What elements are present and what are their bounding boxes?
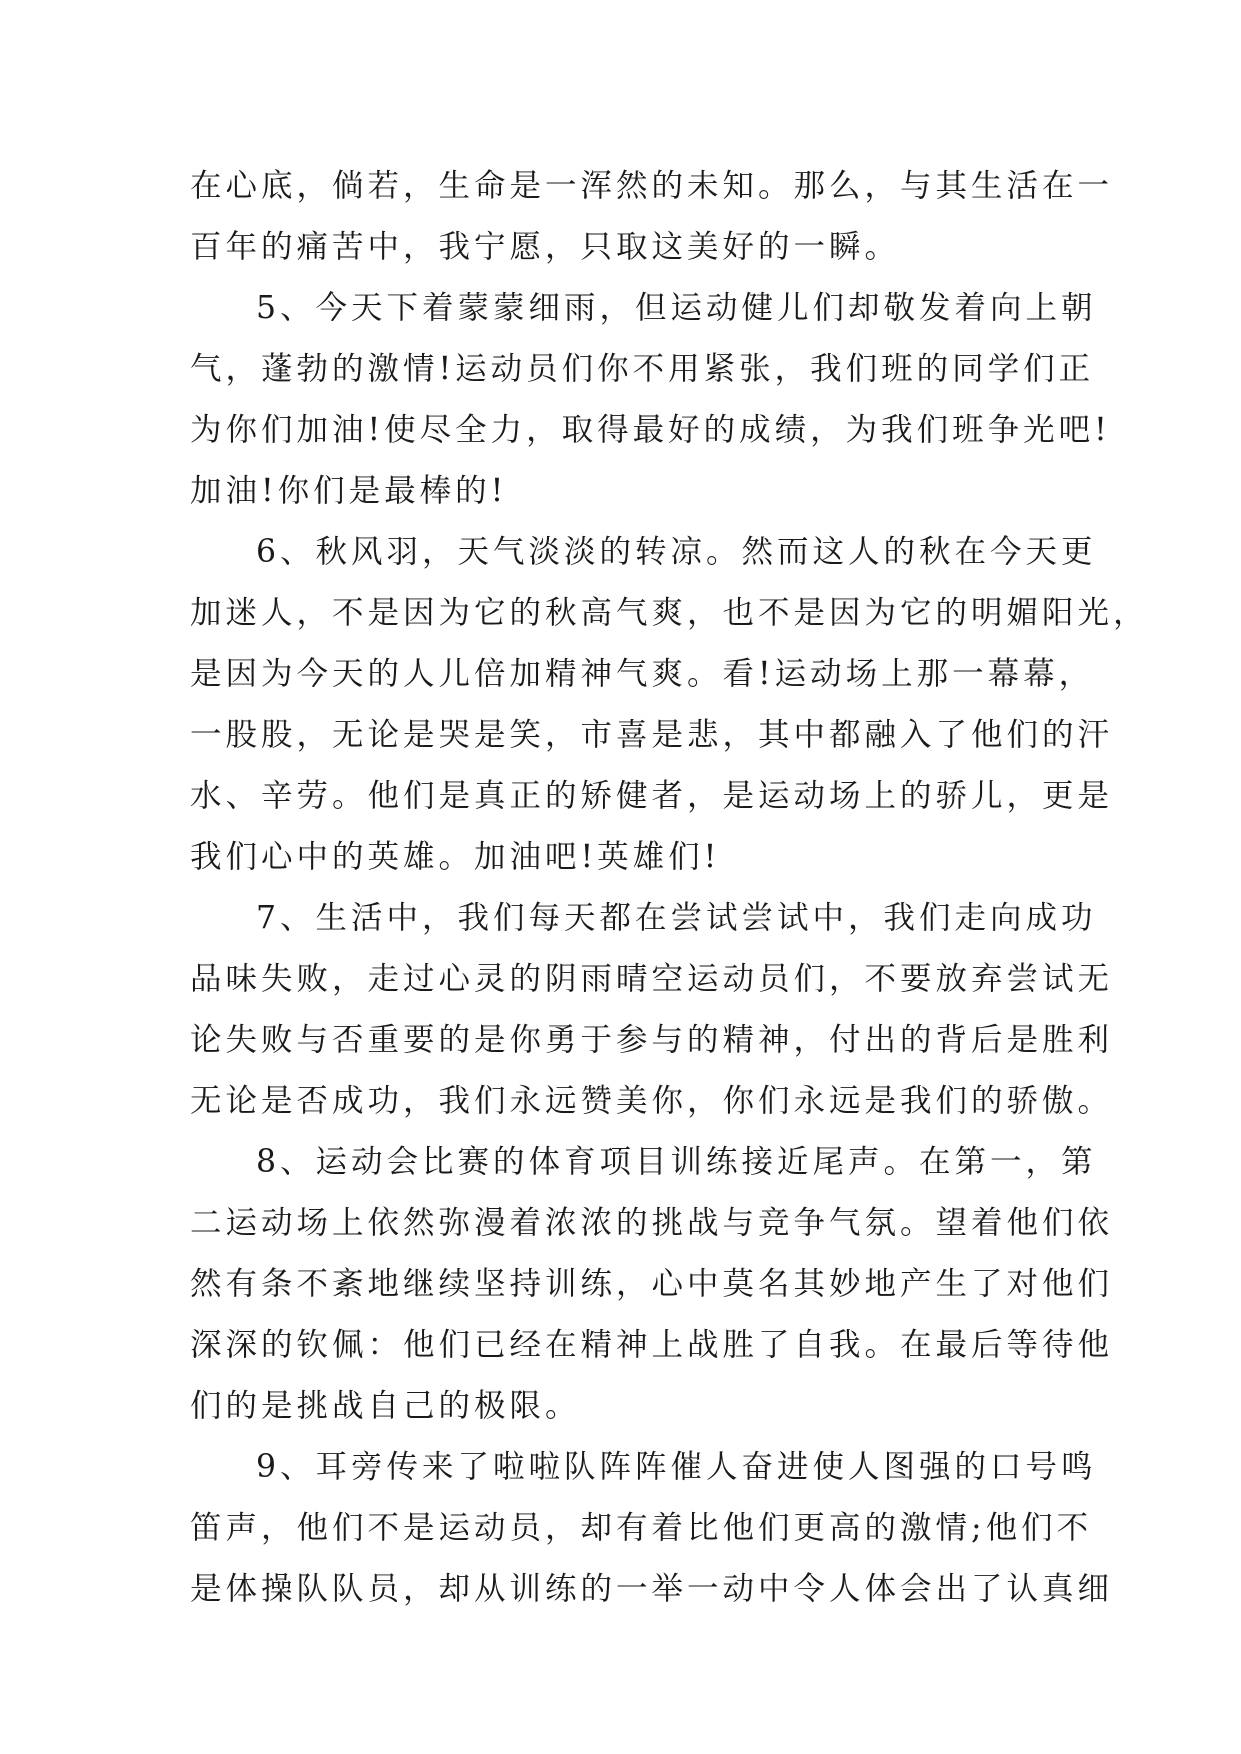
text-line: 品味失败，走过心灵的阴雨晴空运动员们，不要放弃尝试无 bbox=[190, 961, 1114, 997]
text-line: 们的是挑战自己的极限。 bbox=[190, 1388, 581, 1424]
paragraph-9-start: 9、耳旁传来了啦啦队阵阵催人奋进使人图强的口号鸣 bbox=[256, 1449, 1097, 1485]
paragraph-5-start: 5、今天下着蒙蒙细雨，但运动健儿们却敬发着向上朝 bbox=[256, 290, 1097, 326]
text-line: 加迷人，不是因为它的秋高气爽，也不是因为它的明媚阳光， bbox=[190, 595, 1149, 631]
text-line: 是体操队队员，却从训练的一举一动中令人体会出了认真细 bbox=[190, 1571, 1114, 1607]
paragraph-6-start: 6、秋风羽，天气淡淡的转凉。然而这人的秋在今天更 bbox=[256, 534, 1097, 570]
text-line: 深深的钦佩：他们已经在精神上战胜了自我。在最后等待他 bbox=[190, 1327, 1114, 1363]
text-line: 百年的痛苦中，我宁愿，只取这美好的一瞬。 bbox=[190, 229, 901, 265]
text-line: 为你们加油!使尽全力，取得最好的成绩，为我们班争光吧! bbox=[190, 412, 1111, 448]
text-line: 论失败与否重要的是你勇于参与的精神，付出的背后是胜利 bbox=[190, 1022, 1114, 1058]
text-line: 一股股，无论是哭是笑，市喜是悲，其中都融入了他们的汗 bbox=[190, 717, 1114, 753]
text-line: 然有条不紊地继续坚持训练，心中莫名其妙地产生了对他们 bbox=[190, 1266, 1114, 1302]
text-line: 无论是否成功，我们永远赞美你，你们永远是我们的骄傲。 bbox=[190, 1083, 1114, 1119]
paragraph-8-start: 8、运动会比赛的体育项目训练接近尾声。在第一，第 bbox=[256, 1144, 1097, 1180]
text-line: 笛声，他们不是运动员，却有着比他们更高的激情;他们不 bbox=[190, 1510, 1093, 1546]
text-line: 在心底，倘若，生命是一浑然的未知。那么，与其生活在一 bbox=[190, 168, 1114, 204]
document-body bbox=[190, 156, 1149, 1620]
text-line: 是因为今天的人儿倍加精神气爽。看!运动场上那一幕幕， bbox=[190, 656, 1095, 692]
paragraph-7-start: 7、生活中，我们每天都在尝试尝试中，我们走向成功 bbox=[256, 900, 1097, 936]
text-line: 我们心中的英雄。加油吧!英雄们! bbox=[190, 839, 721, 875]
text-line: 加油!你们是最棒的! bbox=[190, 473, 508, 509]
text-line: 气，蓬勃的激情!运动员们你不用紧张，我们班的同学们正 bbox=[190, 351, 1095, 387]
text-line: 二运动场上依然弥漫着浓浓的挑战与竞争气氛。望着他们依 bbox=[190, 1205, 1114, 1241]
text-line: 水、辛劳。他们是真正的矫健者，是运动场上的骄儿，更是 bbox=[190, 778, 1114, 814]
